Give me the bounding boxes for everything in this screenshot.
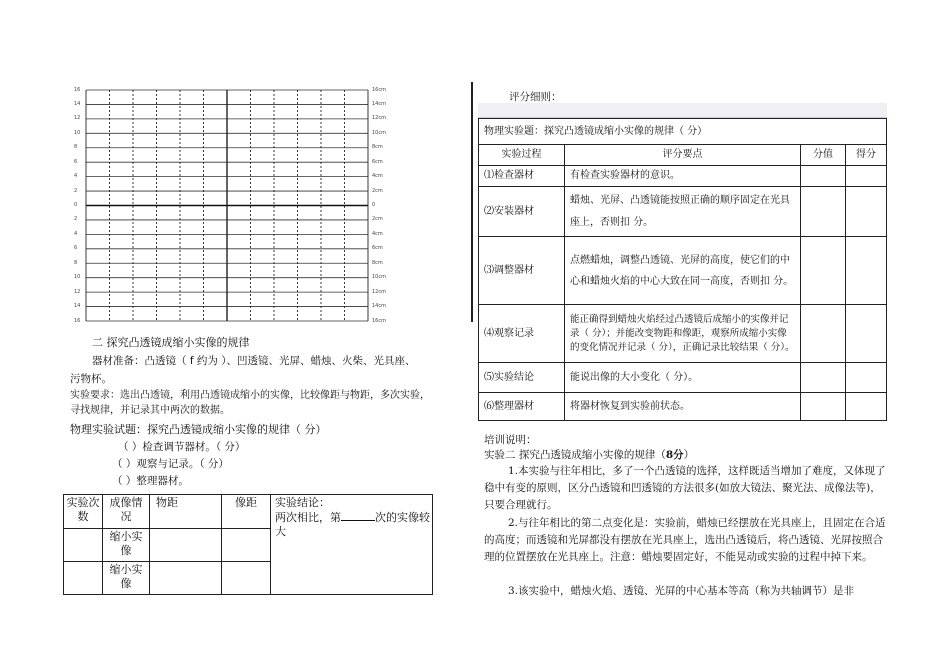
step-check: （ ）检查调节器材。（ 分） [118,441,246,453]
left-axis-tick: 0 [74,202,78,208]
left-axis-tick: 8 [74,259,78,266]
score-cell[interactable] [846,237,887,305]
left-axis-tick: 8 [74,144,78,151]
image-distance-cell[interactable] [222,562,271,595]
step-observe: （ ）观察与记录。（ 分） [112,458,229,470]
header-image-distance: 像距 [222,495,271,529]
left-axis-tick: 6 [74,158,78,165]
right-axis-tick: 16cm [372,86,386,93]
points-cell[interactable] [801,393,846,421]
right-axis-tick: 14cm [372,100,386,107]
points-cell[interactable] [801,187,846,237]
header-points: 分值 [801,145,846,166]
coordinate-grid [72,85,395,326]
record-table [63,494,433,595]
row-point: 蜡烛、光屏、凸透镜能按照正确的顺序固定在光具座上，否则扣 分。 [565,187,801,237]
left-axis-tick: 16 [74,86,81,93]
left-axis-tick: 16 [74,317,81,324]
conclusion-cell [271,495,433,595]
left-axis-tick: 2 [74,187,78,194]
right-axis-tick: 12cm [372,288,386,295]
right-axis-tick: 6cm [372,158,383,165]
score-cell[interactable] [846,393,887,421]
left-axis-tick: 14 [74,100,81,107]
image-nature-cell: 缩小实像 [103,562,150,595]
column-divider [471,82,473,322]
right-axis-tick: 8cm [372,144,383,151]
score-cell[interactable] [846,187,887,237]
exam-title: 物理实验试题：探究凸透镜成缩小实像的规律（ 分） [70,423,327,436]
left-axis-tick: 10 [74,129,81,136]
row-point: 能正确得到蜡烛火焰经过凸透镜后成缩小的实像并记录（ 分）；并能改变物距和像距，观察所成缩小实像的变化情况并记录（ 分），正确记录比较结果（ 分）。 [565,305,801,363]
row-point: 点燃蜡烛，调整凸透镜、光屏的高度，使它们的中心和蜡烛火焰的中心大致在同一高度，否则扣 分。 [565,237,801,305]
score-cell[interactable] [846,166,887,187]
paragraph-2: 2.与往年相比的第二点变化是：实验前，蜡烛已经摆放在光具座上，且固定在合适的高度；而透镜和光屏都没有摆放在光具座上，选出凸透镜后，将凸透镜、光屏按照合理的位置摆放在光具座上。注意：蜡烛要固定好，不能晃动或实验的过程中掉下来。 [484,517,886,563]
right-axis-tick: 14cm [372,303,386,310]
points-cell[interactable] [801,237,846,305]
points-cell[interactable] [801,363,846,393]
requirements-text-1: 实验要求：选出凸透镜，利用凸透镜成缩小的实像，比较像距与物距，多次实验， [70,390,430,401]
scoring-table [478,118,887,421]
header-key-points: 评分要点 [565,145,801,166]
right-axis-tick: 2cm [372,216,383,223]
shaded-band [478,103,887,118]
right-axis-tick: 6cm [372,245,383,252]
paragraph-3: 3.该实验中，蜡烛火焰、透镜、光屏的中心基本等高（称为共轴调节）是非 [508,585,855,597]
scoring-table-title: 物理实验题：探究凸透镜成缩小实像的规律（ 分） [479,119,887,145]
points-cell[interactable] [801,166,846,187]
header-process: 实验过程 [479,145,565,166]
grid-svg [72,85,395,326]
score-cell[interactable] [846,305,887,363]
object-distance-cell[interactable] [150,562,222,595]
header-score: 得分 [846,145,887,166]
trial-cell[interactable] [64,529,103,562]
row-step: ⑶调整器材 [479,237,565,305]
right-axis-tick: 16cm [372,317,386,324]
object-distance-cell[interactable] [150,529,222,562]
header-image-nature: 成像情况 [103,495,150,529]
row-point: 有检查实验器材的意识。 [565,166,801,187]
left-axis-tick: 10 [74,274,81,281]
row-step: ⑴检查器材 [479,166,565,187]
paragraph-1: 1.本实验与往年相比，多了一个凸透镜的选择，这样既适当增加了难度，又体现了稳中有变的原则，区分凸透镜和凹透镜的方法很多(如放大镜法、聚光法、成像法等)，只要合理就行。 [484,465,886,511]
training-title: 培训说明： [484,434,537,446]
requirements-text-2: 寻找规律，并记录其中两次的数据。 [70,405,230,416]
right-axis-tick: 2cm [372,187,383,194]
right-axis-tick: 12cm [372,115,386,122]
conclusion-line: 两次相比，第 次的实像较大 [275,511,430,538]
left-axis-tick: 2 [74,216,78,223]
left-axis-tick: 6 [74,245,78,252]
left-axis-tick: 12 [74,288,81,295]
step-tidy: （ ）整理器材。 [112,475,189,487]
conclusion-title: 实验结论： [275,496,330,509]
row-point: 将器材恢复到实验前状态。 [565,393,801,421]
left-axis-tick: 4 [74,230,78,237]
materials-text-2: 污物杯。 [70,373,112,385]
image-nature-cell: 缩小实像 [103,529,150,562]
right-axis-tick: 4cm [372,230,383,237]
right-axis-tick: 8cm [372,259,383,266]
trial-cell[interactable] [64,562,103,595]
left-axis-tick: 12 [74,115,81,122]
scoring-title: 评分细则： [509,91,562,103]
right-axis-tick: 4cm [372,173,383,180]
header-object-distance: 物距 [150,495,222,529]
image-distance-cell[interactable] [222,529,271,562]
header-trial: 实验次数 [64,495,103,529]
conclusion-blank[interactable] [341,510,375,521]
exp2-title: 实验二 探究凸透镜成缩小实像的规律（8分） [484,449,695,461]
row-step: ⑸实验结论 [479,363,565,393]
row-step: ⑵安装器材 [479,187,565,237]
materials-text-1: 器材准备：凸透镜（ f 约为 ）、凹透镜、光屏、蜡烛、火柴、光具座、 [92,355,416,367]
section-title: 二 探究凸透镜成缩小实像的规律 [92,336,250,349]
right-axis-tick: 0 [372,202,376,208]
left-axis-tick: 14 [74,303,81,310]
score-cell[interactable] [846,363,887,393]
row-point: 能说出像的大小变化（ 分）。 [565,363,801,393]
right-axis-tick: 10cm [372,274,386,281]
row-step: ⑷观察记录 [479,305,565,363]
row-step: ⑹整理器材 [479,393,565,421]
left-axis-tick: 4 [74,173,78,180]
right-axis-tick: 10cm [372,129,386,136]
points-cell[interactable] [801,305,846,363]
